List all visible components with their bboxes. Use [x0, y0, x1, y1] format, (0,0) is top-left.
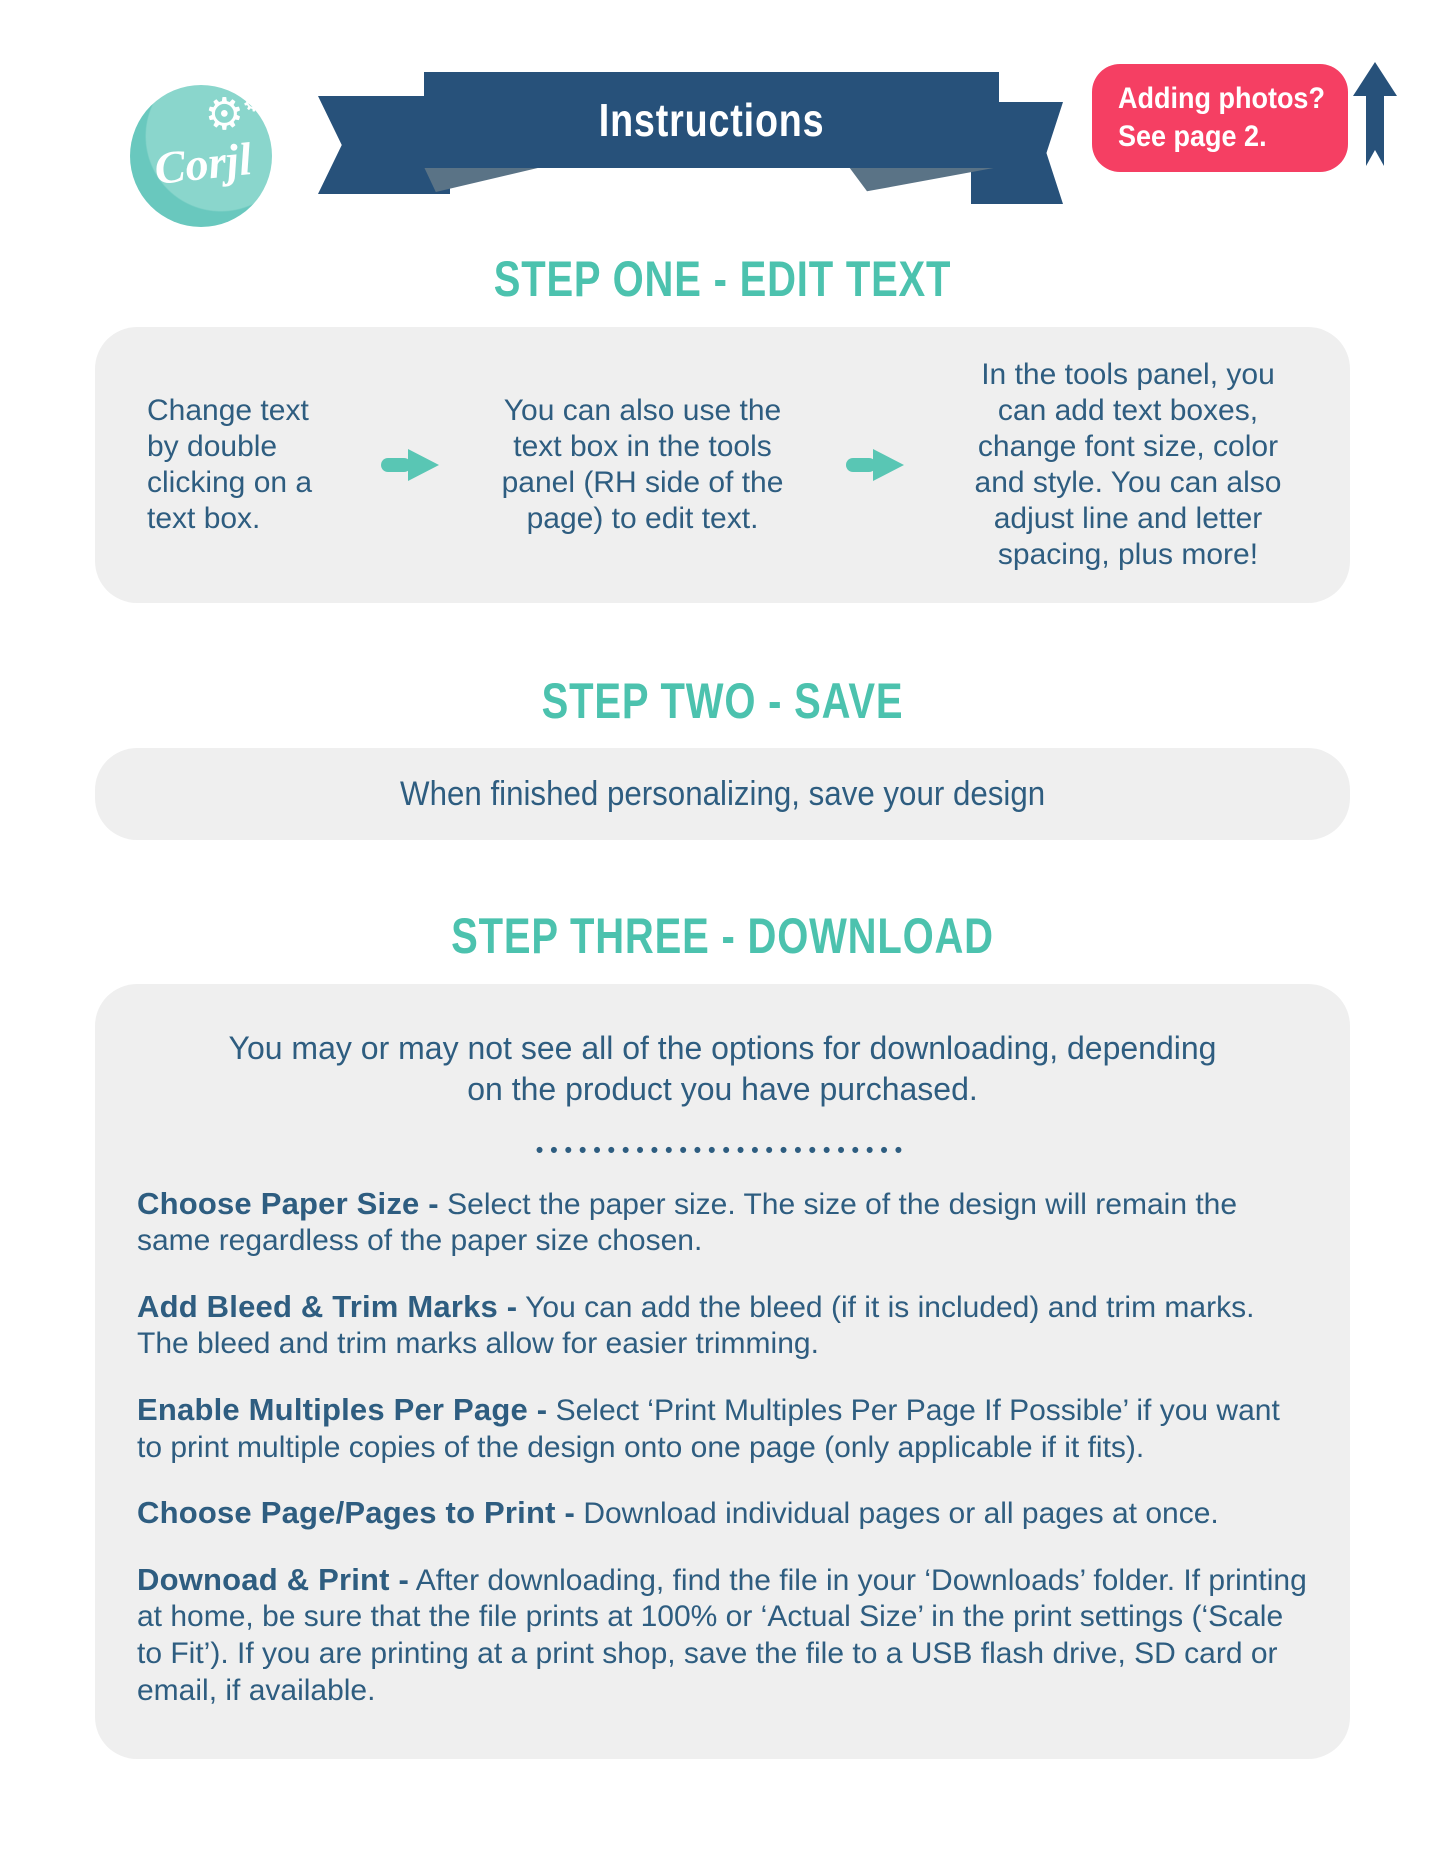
download-item-text: Select the paper size. The size of the design will remain the same regardless of the paper size chosen. — [137, 1187, 1238, 1258]
ribbon-band — [424, 72, 999, 168]
right-arrow-icon — [381, 445, 439, 485]
step-one-col2: You can also use the text box in the tools panel (RH side of the page) to edit text. — [501, 393, 784, 535]
download-item-multiples — [137, 1391, 1308, 1466]
logo-wordmark: Corjl — [152, 133, 254, 194]
step-two-text: When finished personalizing, save your design — [399, 774, 1046, 813]
download-item-label: Choose Page/Pages to Print - — [137, 1495, 575, 1531]
step-two-panel — [95, 748, 1350, 840]
page-header — [0, 0, 1445, 245]
step-three-heading: STEP THREE - DOWNLOAD — [451, 908, 994, 964]
instructions-ribbon — [318, 72, 1063, 202]
gear-icon-small: ⚙ — [241, 87, 266, 118]
gear-icon-large: ⚙ — [204, 89, 244, 140]
step-one-col3: In the tools panel, you can add text boxes, change font size, color and style. You can also adjust line and letter spacing, plus more! — [974, 357, 1282, 571]
download-item-pages — [137, 1494, 1308, 1533]
download-item-label: Enable Multiples Per Page - — [137, 1392, 548, 1428]
download-item-label: Choose Paper Size - — [137, 1185, 439, 1221]
download-item-text: After downloading, find the file in your ‘Downloads’ folder. If printing at home, be sure that the file prints at 100% or ‘Actual Size’ in the print settings (‘Scale to Fit’). If you are printing at a print shop, save the file to a USB flash drive, SD card or email, if available. — [137, 1563, 1307, 1707]
step-two-heading: STEP TWO - SAVE — [541, 672, 904, 729]
step-one-panel — [95, 327, 1350, 603]
download-item-text: Select ‘Print Multiples Per Page If Possible’ if you want to print multiple copies of the design onto one page (only applicable if it fits). — [137, 1394, 1280, 1464]
page-title: Instructions — [598, 94, 825, 146]
download-item-bleed-trim — [137, 1288, 1308, 1363]
adding-photos-note — [1092, 64, 1348, 172]
download-item-text: You can add the bleed (if it is included) and trim marks. The bleed and trim marks allow for easier trimming. — [137, 1290, 1255, 1361]
step-three-panel — [95, 984, 1350, 1760]
download-item-paper-size — [137, 1185, 1308, 1260]
corjl-logo — [130, 85, 272, 227]
download-item-label: Downoad & Print - — [137, 1561, 410, 1597]
step-one-heading: STEP ONE - EDIT TEXT — [493, 251, 952, 307]
adding-photos-line1: Adding photos? — [1118, 81, 1325, 115]
ribbon-fold-left — [424, 167, 542, 192]
dots-divider: •••••••••••••••••••••••••• — [535, 1138, 910, 1162]
right-arrow-icon — [846, 445, 904, 485]
download-item-text: Download individual pages or all pages at once. — [583, 1497, 1219, 1531]
step-one-col1: Change text by double clicking on a text box. — [147, 393, 313, 535]
up-arrow-icon — [1353, 62, 1397, 166]
adding-photos-line2: See page 2. — [1118, 120, 1267, 153]
download-item-label: Add Bleed & Trim Marks - — [137, 1288, 518, 1324]
download-item-download-print — [137, 1561, 1308, 1709]
download-intro: You may or may not see all of the options for downloading, depending on the product you have purchased. — [228, 1029, 1217, 1108]
